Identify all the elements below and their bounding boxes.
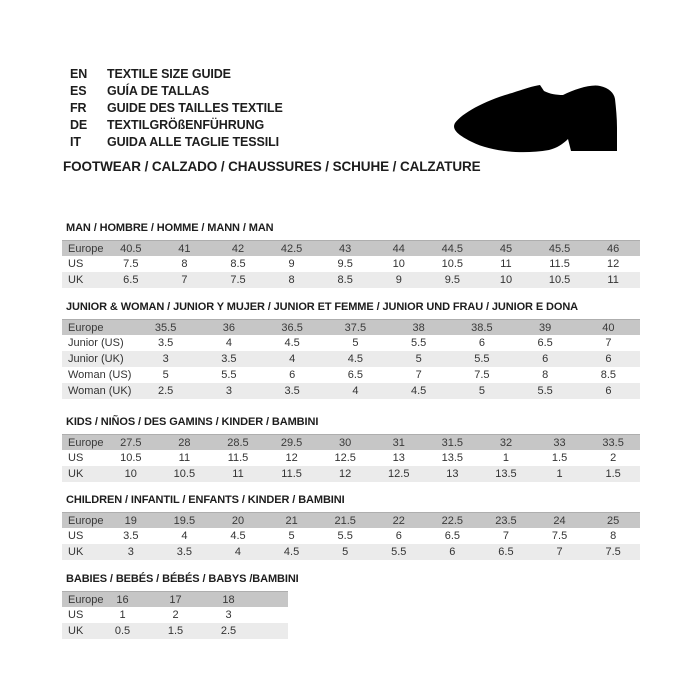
size-value-cell: 12 [285, 452, 298, 464]
size-value-cell: 35.5 [154, 321, 177, 334]
row-label-cell: UK [68, 625, 84, 637]
size-value-cell: 5 [162, 369, 169, 381]
row-label-cell: Europe [68, 593, 104, 606]
size-value-cell: 8 [181, 258, 188, 270]
row-label-cell: US [68, 609, 84, 621]
size-value-cell: 3 [225, 609, 232, 621]
table-row [62, 335, 640, 351]
size-value-cell: 41 [178, 242, 191, 255]
size-value-cell: 3 [162, 353, 169, 365]
size-value-cell: 5.5 [391, 546, 407, 558]
size-value-cell: 3.5 [176, 546, 193, 558]
table-row [62, 351, 640, 367]
size-value-cell: 11.5 [549, 258, 570, 270]
size-value-cell: 7.5 [605, 546, 621, 558]
size-value-cell: 1.5 [551, 452, 568, 464]
size-value-cell: 10.5 [173, 468, 196, 480]
table-title: CHILDREN / INFANTIL / ENFANTS / KINDER / BAMBINI [66, 494, 345, 506]
size-table [62, 512, 640, 560]
size-value-cell: 12.5 [388, 468, 410, 480]
size-value-cell: 5 [342, 546, 349, 558]
size-value-cell: 5.5 [337, 530, 353, 542]
size-value-cell: 44.5 [441, 242, 464, 255]
size-value-cell: 8 [542, 369, 549, 381]
size-value-cell: 8.5 [600, 369, 617, 381]
size-value-cell: 4.5 [347, 353, 364, 365]
table-row [62, 383, 640, 399]
size-value-cell: 10.5 [441, 258, 464, 270]
size-value-cell: 13.5 [495, 468, 517, 480]
size-table-section-man [62, 222, 640, 288]
language-code: FR [70, 101, 87, 115]
size-value-cell: 0.5 [114, 625, 131, 637]
size-value-cell: 31 [392, 436, 405, 449]
size-table [62, 591, 299, 639]
size-value-cell: 42 [231, 242, 245, 255]
size-value-cell: 38 [412, 321, 425, 334]
size-value-cell: 40.5 [120, 242, 142, 255]
size-value-cell: 6 [395, 530, 402, 542]
language-code: ES [70, 84, 87, 98]
language-row-fr [70, 100, 283, 117]
table-row [62, 544, 640, 560]
table-title: JUNIOR & WOMAN / JUNIOR Y MUJER / JUNIOR ET FEMME / JUNIOR UND FRAU / JUNIOR E DONA [66, 301, 579, 313]
table-row [62, 623, 288, 639]
size-value-cell: 5.5 [474, 353, 490, 365]
language-row-it [70, 134, 283, 151]
size-table-section-junior-woman [62, 301, 640, 399]
table-header-row [62, 319, 640, 335]
size-value-cell: 23.5 [495, 514, 517, 527]
size-value-cell: 4 [181, 530, 188, 542]
table-header-row [62, 591, 288, 607]
row-label-cell: Woman (US) [68, 369, 132, 381]
size-value-cell: 29.5 [280, 436, 303, 449]
size-value-cell: 5.5 [537, 385, 553, 397]
row-label-cell: Europe [68, 321, 104, 334]
language-row-en [70, 66, 283, 83]
row-label-cell: UK [68, 274, 84, 286]
size-value-cell: 9.5 [444, 274, 460, 286]
size-value-cell: 11 [178, 452, 191, 464]
language-text: GUIDE DES TAILLES TEXTILE [107, 101, 283, 115]
size-value-cell: 4.5 [283, 546, 300, 558]
size-value-cell: 13 [392, 452, 405, 464]
table-title: BABIES / BEBÉS / BÉBÉS / BABYS /BAMBINI [66, 573, 299, 585]
language-code: IT [70, 135, 81, 149]
size-value-cell: 3 [225, 385, 232, 397]
size-value-cell: 10 [499, 274, 513, 286]
table-title: MAN / HOMBRE / HOMME / MANN / MAN [66, 222, 274, 234]
size-value-cell: 7.5 [230, 274, 246, 286]
language-row-de [70, 117, 283, 134]
size-value-cell: 7 [556, 546, 563, 558]
size-value-cell: 1 [502, 452, 510, 464]
table-row [62, 450, 640, 466]
language-row-es [70, 83, 283, 100]
size-value-cell: 21 [285, 514, 298, 527]
size-value-cell: 2 [610, 452, 617, 464]
size-value-cell: 31.5 [441, 436, 464, 449]
size-value-cell: 4.5 [230, 530, 246, 542]
size-value-cell: 6 [605, 353, 612, 365]
size-value-cell: 16 [116, 593, 129, 606]
size-value-cell: 22 [392, 514, 405, 527]
size-value-cell: 17 [169, 593, 182, 606]
size-value-cell: 43 [339, 242, 352, 255]
language-text: GUÍA DE TALLAS [107, 84, 210, 98]
size-value-cell: 5.5 [410, 337, 427, 349]
size-value-cell: 9 [288, 258, 295, 270]
size-value-cell: 1.5 [167, 625, 184, 637]
row-label-cell: UK [68, 546, 84, 558]
size-value-cell: 6 [449, 546, 456, 558]
size-value-cell: 10.5 [548, 274, 571, 286]
size-value-cell: 5.5 [221, 369, 237, 381]
size-value-cell: 11 [232, 468, 244, 480]
size-value-cell: 8 [288, 274, 295, 286]
size-value-cell: 25 [607, 514, 620, 527]
size-value-cell: 8.5 [230, 258, 246, 270]
size-value-cell: 4 [352, 385, 359, 397]
size-value-cell: 4 [225, 337, 232, 349]
size-value-cell: 11 [500, 258, 512, 270]
size-value-cell: 8 [610, 530, 617, 542]
size-value-cell: 11.5 [227, 452, 249, 464]
size-value-cell: 2.5 [157, 385, 174, 397]
row-label-cell: US [68, 258, 84, 270]
size-value-cell: 10 [124, 468, 137, 480]
size-value-cell: 40 [602, 321, 615, 334]
size-value-cell: 7 [415, 369, 422, 381]
size-value-cell: 37.5 [344, 321, 367, 334]
row-label-cell: Woman (UK) [68, 385, 132, 397]
size-value-cell: 5 [288, 530, 295, 542]
size-value-cell: 2 [172, 609, 179, 621]
size-value-cell: 6 [605, 385, 612, 397]
size-table [62, 319, 640, 399]
row-label-cell: Europe [68, 242, 104, 255]
size-value-cell: 6.5 [498, 546, 514, 558]
size-value-cell: 33 [553, 436, 566, 449]
size-value-cell: 6.5 [123, 274, 139, 286]
table-title: KIDS / NIÑOS / DES GAMINS / KINDER / BAMBINI [66, 416, 319, 428]
size-value-cell: 38.5 [471, 321, 493, 334]
size-value-cell: 18 [222, 593, 235, 606]
size-table-section-kids [62, 416, 640, 482]
size-value-cell: 3.5 [157, 337, 174, 349]
size-value-cell: 4.5 [284, 337, 300, 349]
row-label-cell: Junior (US) [68, 337, 124, 349]
row-label-cell: Europe [68, 514, 104, 527]
language-text: GUIDA ALLE TAGLIE TESSILI [107, 135, 280, 149]
size-value-cell: 45.5 [548, 242, 571, 255]
table-row [62, 607, 288, 623]
size-value-cell: 36 [222, 321, 235, 334]
size-value-cell: 22.5 [441, 514, 464, 527]
size-value-cell: 3.5 [221, 353, 237, 365]
table-header-row [62, 512, 640, 528]
size-value-cell: 5 [415, 353, 422, 365]
size-value-cell: 7.5 [123, 258, 139, 270]
size-value-cell: 1 [119, 609, 126, 621]
size-value-cell: 3.5 [123, 530, 139, 542]
size-value-cell: 32 [499, 436, 513, 449]
size-value-cell: 4 [289, 353, 296, 365]
language-code: DE [70, 118, 88, 132]
table-row [62, 466, 640, 482]
size-value-cell: 36.5 [281, 321, 303, 334]
size-value-cell: 33.5 [602, 436, 624, 449]
size-value-cell: 9.5 [337, 258, 353, 270]
size-value-cell: 13 [446, 468, 459, 480]
table-row [62, 272, 640, 288]
size-value-cell: 19 [124, 514, 137, 527]
size-value-cell: 42.5 [280, 242, 303, 255]
row-label-cell: US [68, 452, 84, 464]
size-value-cell: 7 [502, 530, 510, 542]
size-value-cell: 27.5 [120, 436, 142, 449]
size-value-cell: 4 [234, 546, 242, 558]
size-value-cell: 46 [607, 242, 620, 255]
size-value-cell: 12 [339, 468, 352, 480]
size-value-cell: 5 [478, 385, 485, 397]
table-header-row [62, 240, 640, 256]
size-value-cell: 3.5 [284, 385, 300, 397]
size-value-cell: 11 [607, 274, 619, 286]
size-value-cell: 1 [556, 468, 563, 480]
size-table [62, 240, 640, 288]
row-label-cell: Junior (UK) [68, 353, 124, 365]
size-value-cell: 7.5 [551, 530, 568, 542]
size-value-cell: 6 [478, 337, 485, 349]
size-value-cell: 6.5 [444, 530, 460, 542]
language-guide-block [70, 66, 283, 151]
language-code: EN [70, 67, 88, 81]
size-value-cell: 44 [392, 242, 405, 255]
size-value-cell: 6.5 [347, 369, 364, 381]
size-value-cell: 12.5 [334, 452, 356, 464]
table-row [62, 256, 640, 272]
table-row [62, 367, 640, 383]
size-table [62, 434, 640, 482]
size-value-cell: 6.5 [537, 337, 553, 349]
size-value-cell: 7 [605, 337, 612, 349]
size-value-cell: 30 [339, 436, 352, 449]
row-label-cell: US [68, 530, 84, 542]
size-value-cell: 12 [607, 258, 620, 270]
size-value-cell: 7.5 [474, 369, 490, 381]
row-label-cell: UK [68, 468, 84, 480]
shoe-silhouette-icon [450, 78, 620, 158]
size-value-cell: 28 [178, 436, 191, 449]
category-title: FOOTWEAR / CALZADO / CHAUSSURES / SCHUHE / CALZATURE [63, 159, 481, 174]
size-value-cell: 4.5 [410, 385, 427, 397]
size-value-cell: 3 [127, 546, 134, 558]
size-value-cell: 28.5 [227, 436, 249, 449]
language-text: TEXTILGRÖßENFÜHRUNG [107, 118, 265, 132]
row-label-cell: Europe [68, 436, 104, 449]
size-value-cell: 8.5 [337, 274, 353, 286]
size-table-section-babies [62, 573, 299, 639]
size-value-cell: 39 [539, 321, 552, 334]
size-value-cell: 10 [392, 258, 405, 270]
language-text: TEXTILE SIZE GUIDE [107, 67, 231, 81]
size-value-cell: 13.5 [441, 452, 464, 464]
size-value-cell: 20 [231, 514, 245, 527]
size-value-cell: 24 [553, 514, 566, 527]
size-value-cell: 2.5 [220, 625, 237, 637]
size-table-section-children [62, 494, 640, 560]
size-value-cell: 6 [542, 353, 549, 365]
size-value-cell: 45 [499, 242, 513, 255]
size-value-cell: 19.5 [173, 514, 196, 527]
table-row [62, 528, 640, 544]
size-value-cell: 7 [181, 274, 188, 286]
size-value-cell: 1.5 [605, 468, 621, 480]
size-value-cell: 5 [352, 337, 359, 349]
size-value-cell: 10.5 [120, 452, 142, 464]
size-value-cell: 9 [395, 274, 402, 286]
size-value-cell: 6 [289, 369, 296, 381]
table-header-row [62, 434, 640, 450]
size-value-cell: 21.5 [334, 514, 356, 527]
size-value-cell: 11.5 [281, 468, 302, 480]
